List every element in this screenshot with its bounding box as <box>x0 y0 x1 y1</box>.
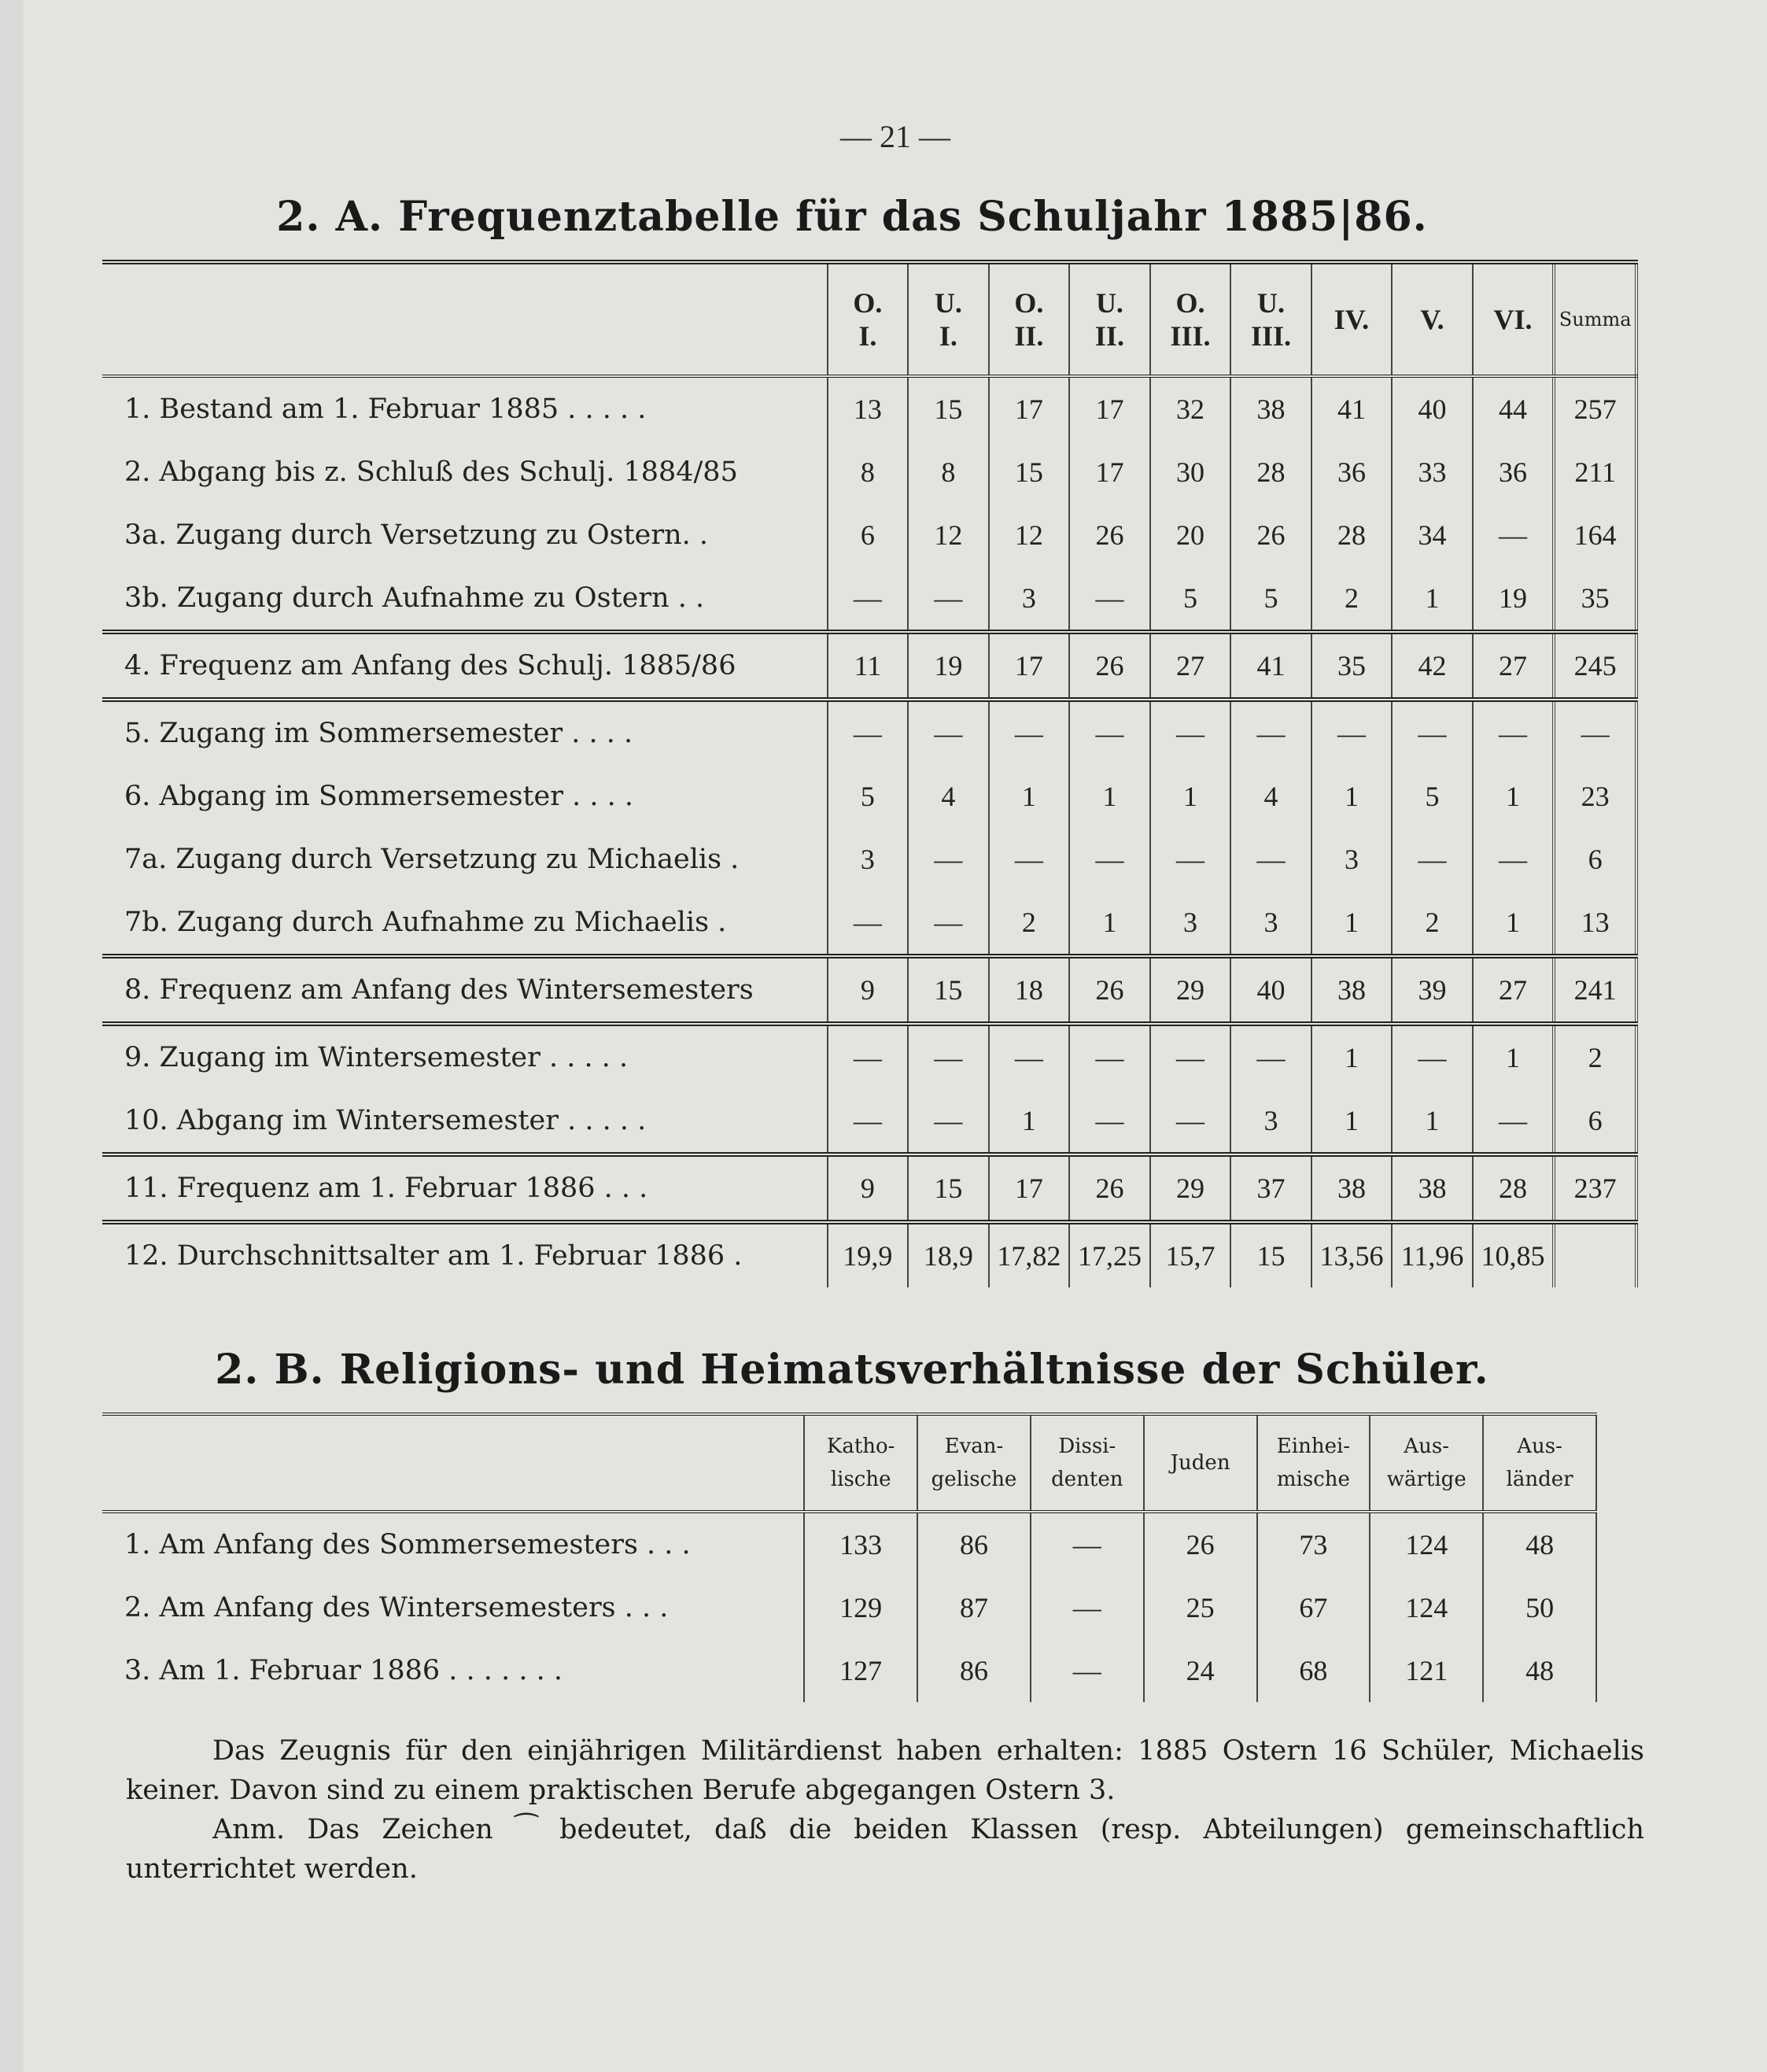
sum-cell: 257 <box>1554 376 1636 441</box>
table-cell: 37 <box>1230 1154 1311 1222</box>
table-cell: 40 <box>1392 376 1473 441</box>
column-header: Evan-gelische <box>917 1414 1031 1512</box>
table-cell: 9 <box>828 1154 909 1222</box>
table-cell: — <box>1473 828 1555 891</box>
row-label: 3a. Zugang durch Versetzung zu Ostern. . <box>124 519 709 551</box>
table-cell: 18 <box>989 956 1070 1024</box>
table-b-title: 2. B. Religions- und Heimatsverhältnisse der Schüler. <box>215 1346 1489 1394</box>
table-cell: 1 <box>1069 765 1150 828</box>
note-paragraph: Das Zeugnis für den einjährigen Militärdienst haben erhalten: 1885 Ostern 16 Schüler, Michaelis keiner. Davon sind zu einem praktischen Berufe abgegangen Ostern 3. <box>126 1735 1644 1806</box>
sum-cell: 6 <box>1554 828 1636 891</box>
table-cell: 30 <box>1150 441 1231 504</box>
column-header: Aus-länder <box>1483 1414 1596 1512</box>
table-cell: 3 <box>1230 891 1311 956</box>
table-cell: 3 <box>828 828 909 891</box>
sum-cell: 13 <box>1554 891 1636 956</box>
table-cell: 124 <box>1370 1576 1483 1639</box>
table-cell: — <box>1150 828 1231 891</box>
row-label: 4. Frequenz am Anfang des Schulj. 1885/86 <box>102 632 828 700</box>
table-cell: 41 <box>1230 632 1311 700</box>
column-header: U. III. <box>1230 262 1311 376</box>
table-cell: — <box>1230 828 1311 891</box>
table-cell: 12 <box>908 504 989 567</box>
row-label: 3. Am 1. Februar 1886 . . . . . . . <box>124 1655 563 1686</box>
table-cell: 26 <box>1230 504 1311 567</box>
row-label: 7b. Zugang durch Aufnahme zu Michaelis . <box>124 907 727 938</box>
table-cell: 124 <box>1370 1512 1483 1576</box>
table-cell: 34 <box>1392 504 1473 567</box>
document-page <box>24 0 1767 2072</box>
table-cell: — <box>1311 700 1393 765</box>
table-cell: 44 <box>1473 376 1555 441</box>
column-header: Juden <box>1144 1414 1257 1512</box>
table-cell: 1 <box>989 1089 1070 1154</box>
table-cell: — <box>908 1024 989 1089</box>
row-label: 11. Frequenz am 1. Februar 1886 . . . <box>102 1154 828 1222</box>
column-header: U. I. <box>908 262 989 376</box>
table-row <box>102 700 1636 765</box>
table-header-row <box>102 262 1636 376</box>
table-cell: 1 <box>1473 891 1555 956</box>
table-cell: 1 <box>1311 1089 1393 1154</box>
table-cell: 3 <box>989 567 1070 632</box>
sum-cell: 23 <box>1554 765 1636 828</box>
table-row <box>102 1222 1636 1287</box>
table-cell: 3 <box>1311 828 1393 891</box>
table-cell: 121 <box>1370 1639 1483 1702</box>
table-cell: 38 <box>1311 1154 1393 1222</box>
table-cell: 38 <box>1311 956 1393 1024</box>
table-cell: 5 <box>828 765 909 828</box>
religion-table-body <box>102 1512 1596 1702</box>
table-cell: 26 <box>1144 1512 1257 1576</box>
table-cell: 17 <box>989 1154 1070 1222</box>
table-cell: — <box>828 567 909 632</box>
table-cell: — <box>908 567 989 632</box>
table-cell: — <box>1031 1512 1144 1576</box>
table-cell: 29 <box>1150 1154 1231 1222</box>
table-cell: 19 <box>1473 567 1555 632</box>
table-cell: 86 <box>917 1639 1031 1702</box>
table-cell: 26 <box>1069 632 1150 700</box>
table-cell: 4 <box>1230 765 1311 828</box>
table-cell: 5 <box>1230 567 1311 632</box>
table-cell: 24 <box>1144 1639 1257 1702</box>
table-cell: 48 <box>1483 1512 1596 1576</box>
table-cell: 15,7 <box>1150 1222 1231 1287</box>
table-cell: 6 <box>828 504 909 567</box>
table-row <box>102 891 1636 956</box>
row-label: 5. Zugang im Sommersemester . . . . <box>102 700 828 765</box>
table-cell: 48 <box>1483 1639 1596 1702</box>
sum-cell: 2 <box>1554 1024 1636 1089</box>
column-header: O. II. <box>989 262 1070 376</box>
table-cell: — <box>989 828 1070 891</box>
table-cell: 19,9 <box>828 1222 909 1287</box>
table-cell: 5 <box>1392 765 1473 828</box>
table-cell: 28 <box>1311 504 1393 567</box>
sum-column-header: Summa <box>1554 262 1636 376</box>
table-cell: — <box>908 828 989 891</box>
table-cell: — <box>1473 1089 1555 1154</box>
table-cell: 86 <box>917 1512 1031 1576</box>
sum-cell: 211 <box>1554 441 1636 504</box>
table-cell: — <box>989 700 1070 765</box>
table-cell: — <box>1069 700 1150 765</box>
table-cell: 17,25 <box>1069 1222 1150 1287</box>
column-header: VI. <box>1473 262 1555 376</box>
table-cell: — <box>828 700 909 765</box>
table-cell: 9 <box>828 956 909 1024</box>
table-cell: 68 <box>1257 1639 1370 1702</box>
table-cell: 17,82 <box>989 1222 1070 1287</box>
sum-cell <box>1554 1222 1636 1287</box>
row-label: 6. Abgang im Sommersemester . . . . <box>124 781 633 812</box>
table-cell: 1 <box>1069 891 1150 956</box>
page-number: — 21 — <box>840 119 950 154</box>
table-cell: 36 <box>1311 441 1393 504</box>
header-label-cell <box>102 1414 804 1512</box>
table-cell: 15 <box>989 441 1070 504</box>
table-row <box>102 1576 1596 1639</box>
table-cell: 129 <box>804 1576 917 1639</box>
table-cell: — <box>1392 1024 1473 1089</box>
table-row <box>102 567 1636 632</box>
table-cell: 15 <box>908 956 989 1024</box>
row-label: 7a. Zugang durch Versetzung zu Michaelis . <box>124 844 740 875</box>
table-cell: — <box>1150 1024 1231 1089</box>
column-header: O. III. <box>1150 262 1231 376</box>
column-header: U. II. <box>1069 262 1150 376</box>
table-cell: 11 <box>828 632 909 700</box>
row-label: 3b. Zugang durch Aufnahme zu Ostern . . <box>124 582 705 614</box>
table-row <box>102 1639 1596 1702</box>
table-cell: — <box>1031 1576 1144 1639</box>
frequency-table <box>102 260 1638 1287</box>
table-cell: — <box>908 891 989 956</box>
table-cell: 33 <box>1392 441 1473 504</box>
table-cell: 1 <box>1473 1024 1555 1089</box>
table-cell: — <box>1069 1024 1150 1089</box>
table-cell: 20 <box>1150 504 1231 567</box>
table-cell: 13 <box>828 376 909 441</box>
table-cell: 18,9 <box>908 1222 989 1287</box>
column-header: O. I. <box>828 262 909 376</box>
table-cell: — <box>828 1089 909 1154</box>
table-cell: 1 <box>1311 1024 1393 1089</box>
table-cell: 8 <box>828 441 909 504</box>
table-cell: 133 <box>804 1512 917 1576</box>
table-row <box>102 1154 1636 1222</box>
table-cell: — <box>1150 700 1231 765</box>
table-cell: 36 <box>1473 441 1555 504</box>
table-row <box>102 504 1636 567</box>
table-cell: 13,56 <box>1311 1222 1393 1287</box>
table-cell: 28 <box>1473 1154 1555 1222</box>
annotation-paragraph: Anm. Das Zeichen ⁀ bedeutet, daß die beiden Klassen (resp. Abteilungen) gemeinschaftlich unterrichtet werden. <box>126 1814 1644 1885</box>
table-cell: 17 <box>1069 441 1150 504</box>
table-cell: — <box>908 1089 989 1154</box>
table-cell: 1 <box>1392 567 1473 632</box>
table-cell: 27 <box>1150 632 1231 700</box>
table-cell: 2 <box>989 891 1070 956</box>
religion-table <box>102 1413 1597 1702</box>
table-cell: 38 <box>1392 1154 1473 1222</box>
table-cell: 12 <box>989 504 1070 567</box>
table-cell: 1 <box>989 765 1070 828</box>
table-cell: 11,96 <box>1392 1222 1473 1287</box>
row-label: 1. Am Anfang des Sommersemesters . . . <box>124 1529 691 1560</box>
table-cell: 17 <box>989 376 1070 441</box>
table-cell: 29 <box>1150 956 1231 1024</box>
sum-cell: 245 <box>1554 632 1636 700</box>
table-cell: — <box>1392 700 1473 765</box>
sum-cell: 241 <box>1554 956 1636 1024</box>
table-cell: 2 <box>1311 567 1393 632</box>
table-cell: — <box>1473 504 1555 567</box>
table-cell: 27 <box>1473 632 1555 700</box>
table-cell: 1 <box>1392 1089 1473 1154</box>
table-cell: 8 <box>908 441 989 504</box>
table-cell: 2 <box>1392 891 1473 956</box>
table-cell: 73 <box>1257 1512 1370 1576</box>
table-cell: 1 <box>1311 891 1393 956</box>
header-label-cell <box>102 262 828 376</box>
row-label: 8. Frequenz am Anfang des Wintersemesters <box>102 956 828 1024</box>
table-cell: 127 <box>804 1639 917 1702</box>
table-cell: — <box>1230 700 1311 765</box>
table-cell: 28 <box>1230 441 1311 504</box>
column-header: Aus-wärtige <box>1370 1414 1483 1512</box>
row-label: 10. Abgang im Wintersemester . . . . . <box>124 1105 647 1136</box>
table-cell: 38 <box>1230 376 1311 441</box>
table-row <box>102 956 1636 1024</box>
table-a-title: 2. A. Frequenztabelle für das Schuljahr 1885|86. <box>276 193 1428 241</box>
column-header: V. <box>1392 262 1473 376</box>
table-cell: 1 <box>1150 765 1231 828</box>
table-cell: 15 <box>908 1154 989 1222</box>
table-cell: 40 <box>1230 956 1311 1024</box>
table-row <box>102 828 1636 891</box>
table-cell: 3 <box>1230 1089 1311 1154</box>
table-cell: 3 <box>1150 891 1231 956</box>
table-cell: 67 <box>1257 1576 1370 1639</box>
table-cell: — <box>1069 828 1150 891</box>
table-cell: — <box>1230 1024 1311 1089</box>
table-cell: — <box>989 1024 1070 1089</box>
table-cell: — <box>1473 700 1555 765</box>
sum-cell: 6 <box>1554 1089 1636 1154</box>
table-cell: — <box>1031 1639 1144 1702</box>
row-label: 1. Bestand am 1. Februar 1885 . . . . . <box>124 393 647 425</box>
table-cell: — <box>1069 567 1150 632</box>
table-cell: 19 <box>908 632 989 700</box>
column-header: Dissi-denten <box>1031 1414 1144 1512</box>
table-cell: 17 <box>1069 376 1150 441</box>
table-cell: 42 <box>1392 632 1473 700</box>
table-cell: — <box>828 1024 909 1089</box>
row-label: 12. Durchschnittsalter am 1. Februar 1886 . <box>102 1222 828 1287</box>
table-cell: 39 <box>1392 956 1473 1024</box>
table-cell: 27 <box>1473 956 1555 1024</box>
sum-cell: — <box>1554 700 1636 765</box>
table-cell: 5 <box>1150 567 1231 632</box>
table-cell: 26 <box>1069 1154 1150 1222</box>
table-header-row <box>102 1414 1596 1512</box>
table-cell: — <box>1150 1089 1231 1154</box>
table-cell: 17 <box>989 632 1070 700</box>
row-label: 2. Am Anfang des Wintersemesters . . . <box>124 1592 669 1623</box>
table-cell: 4 <box>908 765 989 828</box>
table-row <box>102 632 1636 700</box>
table-cell: — <box>908 700 989 765</box>
table-row <box>102 376 1636 441</box>
table-row <box>102 1089 1636 1154</box>
sum-cell: 237 <box>1554 1154 1636 1222</box>
table-cell: 25 <box>1144 1576 1257 1639</box>
table-cell: 1 <box>1311 765 1393 828</box>
table-cell: 50 <box>1483 1576 1596 1639</box>
table-row <box>102 765 1636 828</box>
table-cell: 35 <box>1311 632 1393 700</box>
table-cell: 32 <box>1150 376 1231 441</box>
sum-cell: 164 <box>1554 504 1636 567</box>
table-cell: 26 <box>1069 504 1150 567</box>
table-cell: 87 <box>917 1576 1031 1639</box>
row-label: 9. Zugang im Wintersemester . . . . . <box>102 1024 828 1089</box>
table-cell: — <box>1069 1089 1150 1154</box>
table-cell: 1 <box>1473 765 1555 828</box>
frequency-table-body <box>102 376 1636 1287</box>
table-cell: 10,85 <box>1473 1222 1555 1287</box>
table-cell: — <box>828 891 909 956</box>
table-cell: 15 <box>908 376 989 441</box>
table-row <box>102 1024 1636 1089</box>
table-cell: 41 <box>1311 376 1393 441</box>
table-cell: 15 <box>1230 1222 1311 1287</box>
column-header: Einhei-mische <box>1257 1414 1370 1512</box>
column-header: IV. <box>1311 262 1393 376</box>
table-cell: — <box>1392 828 1473 891</box>
table-row <box>102 1512 1596 1576</box>
column-header: Katho-lische <box>804 1414 917 1512</box>
sum-cell: 35 <box>1554 567 1636 632</box>
table-cell: 26 <box>1069 956 1150 1024</box>
row-label: 2. Abgang bis z. Schluß des Schulj. 1884/85 <box>124 456 738 488</box>
table-row <box>102 441 1636 504</box>
